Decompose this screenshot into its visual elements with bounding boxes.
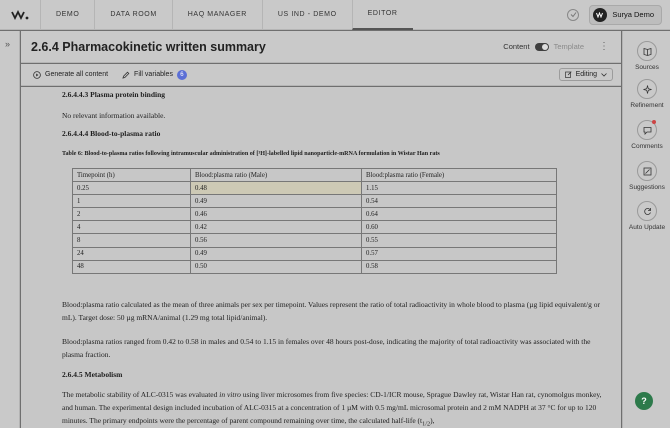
play-circle-icon <box>33 71 41 79</box>
table-cell[interactable]: 0.56 <box>191 234 362 247</box>
title-row <box>21 31 621 63</box>
content-template-toggle[interactable] <box>535 43 549 51</box>
metab-text-sub: 1/2 <box>422 420 431 428</box>
editing-mode-dropdown[interactable] <box>559 68 613 81</box>
more-options-icon[interactable]: ⋮ <box>599 41 609 52</box>
nav-demo[interactable]: DEMO <box>40 0 94 30</box>
table-row <box>73 221 557 234</box>
page-title: 2.6.4 Pharmacokinetic written summary <box>31 39 266 54</box>
metab-text-c: ), <box>430 416 435 425</box>
table-cell[interactable]: 8 <box>73 234 191 247</box>
nav-us-ind-demo[interactable]: US IND - DEMO <box>262 0 352 30</box>
comments-label: Comments <box>631 143 663 150</box>
generate-all-button[interactable] <box>33 71 108 79</box>
help-icon[interactable]: ? <box>635 392 653 410</box>
table-row <box>73 195 557 208</box>
pen-icon <box>122 71 130 79</box>
paragraph-summary: Blood:plasma ratios ranged from 0.42 to 0.58 in males and 0.54 to 1.15 in females over 48 hours post-dose, indicating the majority of total radioactivity was associated with the plasma fraction. <box>62 337 591 359</box>
blood-plasma-table <box>72 168 557 274</box>
edit-icon <box>565 71 572 78</box>
table-cell[interactable]: 0.54 <box>362 195 557 208</box>
table-cell[interactable]: 0.50 <box>191 260 362 273</box>
sources-label: Sources <box>635 64 659 71</box>
table-cell[interactable]: 0.60 <box>362 221 557 234</box>
nav-editor[interactable]: EDITOR <box>352 0 413 30</box>
fill-variables-button[interactable] <box>122 70 187 80</box>
sparkle-icon <box>637 79 657 99</box>
refinement-button[interactable] <box>623 79 670 109</box>
check-circle-icon[interactable] <box>567 9 579 21</box>
right-panel <box>622 31 670 428</box>
metab-text-em: in vitro <box>219 390 241 399</box>
table-cell[interactable]: 1 <box>73 195 191 208</box>
heading-metabolism: 2.6.4.5 Metabolism <box>62 370 123 379</box>
generate-all-label: Generate all content <box>45 71 109 78</box>
table-cell[interactable]: 24 <box>73 247 191 260</box>
user-name: Surya Demo <box>612 10 654 19</box>
table-header-cell: Blood:plasma ratio (Male) <box>191 169 362 182</box>
user-menu[interactable] <box>589 5 662 25</box>
book-icon <box>637 41 657 61</box>
table-row <box>73 208 557 221</box>
heading-plasma-protein-binding: 2.6.4.4.3 Plasma protein binding <box>62 90 166 99</box>
table-cell[interactable]: 0.49 <box>191 195 362 208</box>
view-switch <box>503 41 609 52</box>
metab-text-b: using liver microsomes from five species: CD-1/ICR mouse, Sprague Dawley rat, Wistar Han rat, cynomolgus monkey, and human. The experimental design included incubation of ALC-0315 at a concentration of 1 µM with 0.5 mg/mL microsomal protein and 2 mM NADPH at 37 °C for up to 120 minutes. The primary endpoints were the percentage of parent compound remaining over time, the calculated half-life (t <box>62 390 602 425</box>
nav-data-room[interactable]: DATA ROOM <box>94 0 171 30</box>
table-cell[interactable]: 0.64 <box>362 208 557 221</box>
table-row <box>73 234 557 247</box>
paragraph-metabolism <box>62 388 607 428</box>
notification-dot <box>652 120 656 124</box>
table-cell[interactable]: 0.48 <box>191 182 362 195</box>
auto-update-button[interactable] <box>623 201 670 231</box>
refresh-icon <box>637 201 657 221</box>
comment-icon <box>637 120 657 140</box>
table-cell[interactable]: 0.25 <box>73 182 191 195</box>
table-cell[interactable]: 0.57 <box>362 247 557 260</box>
refinement-label: Refinement <box>630 102 664 109</box>
comments-button[interactable] <box>623 120 670 150</box>
table-cell[interactable]: 48 <box>73 260 191 273</box>
table-row <box>73 247 557 260</box>
table-caption: Table 6: Blood-to-plasma ratios following intramuscular administration of [³H]-labelled lipid nanoparticle-mRNA formulation in Wistar Han rats <box>62 151 440 157</box>
table-cell[interactable]: 2 <box>73 208 191 221</box>
suggestions-label: Suggestions <box>629 184 665 191</box>
logo-icon[interactable] <box>0 0 40 30</box>
expand-icon[interactable]: » <box>5 39 11 49</box>
table-cell[interactable]: 0.58 <box>362 260 557 273</box>
table-row <box>73 260 557 273</box>
suggestions-button[interactable] <box>623 161 670 191</box>
fill-variables-label: Fill variables <box>134 71 173 78</box>
left-rail <box>0 31 20 428</box>
table-cell[interactable]: 4 <box>73 221 191 234</box>
document-body[interactable] <box>21 87 621 428</box>
table-cell[interactable]: 0.46 <box>191 208 362 221</box>
heading-blood-to-plasma: 2.6.4.4.4 Blood-to-plasma ratio <box>62 129 161 138</box>
table-cell[interactable]: 1.15 <box>362 182 557 195</box>
table-note: Blood:plasma ratio calculated as the mean of three animals per sex per timepoint. Values represent the ratio of total radioactivity in whole blood to plasma (µg lipid equivalent/g or mL). Target dose: 50 µg mRNA/animal (1.29 mg total lipid/animal). <box>62 300 600 322</box>
table-row <box>73 182 557 195</box>
table-header-cell: Blood:plasma ratio (Female) <box>362 169 557 182</box>
avatar-icon <box>593 8 607 22</box>
template-label: Template <box>553 42 584 51</box>
main-nav <box>40 0 413 30</box>
table-cell[interactable]: 0.49 <box>191 247 362 260</box>
table-cell[interactable]: 0.42 <box>191 221 362 234</box>
suggestion-icon <box>637 161 657 181</box>
top-bar <box>0 0 670 30</box>
table-header-cell: Timepoint (h) <box>73 169 191 182</box>
sources-button[interactable] <box>623 41 670 71</box>
content-label: Content <box>503 42 530 51</box>
auto-update-label: Auto Update <box>628 224 666 231</box>
table-header-row <box>73 169 557 182</box>
paragraph-plasma: No relevant information available. <box>62 111 166 120</box>
editing-label: Editing <box>575 71 597 78</box>
action-toolbar <box>21 64 621 86</box>
nav-haq-manager[interactable]: HAQ MANAGER <box>172 0 262 30</box>
metab-text-a: The metabolic stability of ALC-0315 was evaluated <box>62 390 220 399</box>
fill-count-badge: 6 <box>177 70 187 80</box>
table-cell[interactable]: 0.55 <box>362 234 557 247</box>
chevron-down-icon <box>601 73 607 77</box>
